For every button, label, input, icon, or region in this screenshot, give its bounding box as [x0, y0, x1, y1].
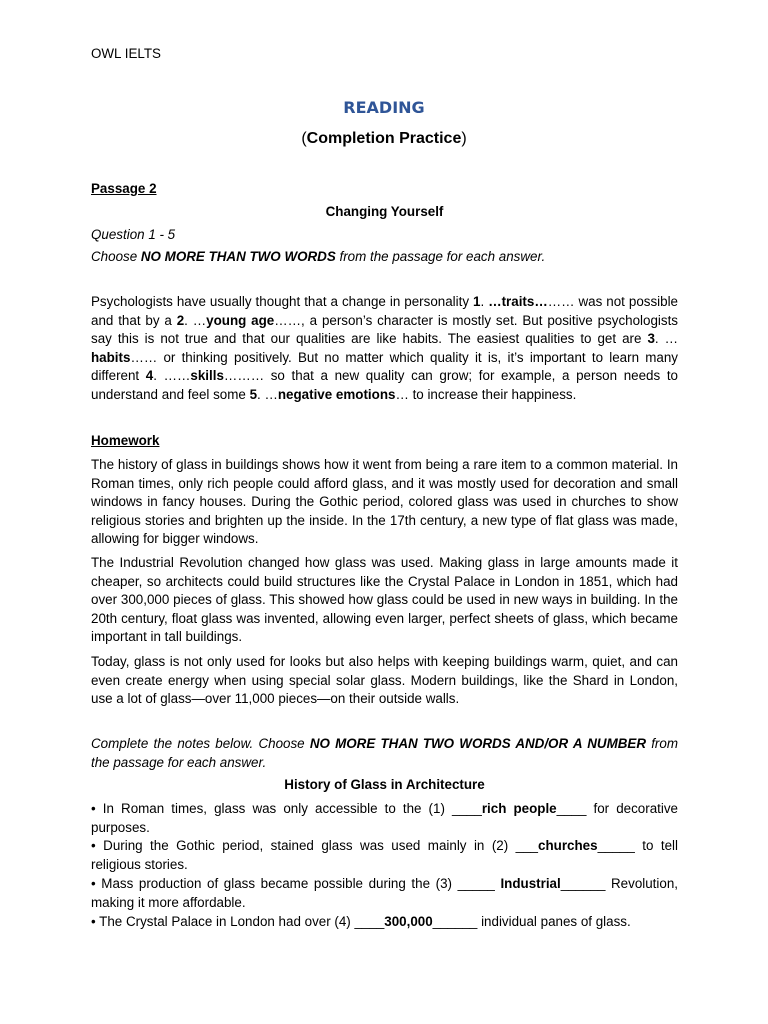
note-bullet-4: [91, 913, 678, 932]
answer-2: young age: [206, 312, 275, 328]
note-4-post: ______ individual panes of glass.: [432, 914, 631, 929]
passage-paragraph: Psychologists have usually thought that a change in personality 1. …traits……… was not possible and that by a 2. …young age……, a person’s character is mostly set. But positive psychologists say this is not true and that our qualities are like habits. The easiest qualities to get are 3. …habits…… or thinking positively. But no matter which quality it is, it’s important to learn many different 4. ……skills……… so that a new quality can grow; for example, a person needs to understand and feel some 5. …negative emotions… to increase their happiness.: [91, 294, 679, 402]
answer-3: habits: [91, 349, 131, 365]
passage-text-6: … to increase their happiness.: [395, 386, 577, 402]
answer-number-3: 3: [647, 331, 655, 347]
passage-heading: [91, 181, 678, 196]
passage-text-5: ……… so that a new quality can grow; for example, a person needs to understand and feel some: [91, 368, 678, 402]
page-title: READING: [343, 98, 425, 117]
note-bullet-1: [91, 800, 678, 837]
notes-title: History of Glass in Architecture: [284, 777, 485, 792]
passage-instruction: [91, 249, 678, 264]
notes-instruction: [91, 735, 678, 772]
note-4-pre: • The Crystal Palace in London had over (4) ____: [91, 914, 385, 929]
answer-1: …traits…: [488, 294, 548, 309]
notes-instruction-pre: Complete the notes below. Choose: [91, 736, 310, 751]
note-1-post: ____ for decorative purposes.: [91, 801, 678, 835]
answer-5: negative emotions: [277, 386, 396, 402]
homework-paragraph-1: The history of glass in buildings shows how it went from being a rare item to a common material. In Roman times, only rich people could afford glass, and it was mostly used for decoration and small windows in fancy houses. During the Gothic period, colored glass was used in churches to show religious stories and brighten up the inside. In the 17th century, a new type of flat glass was made, allowing for bigger windows.: [91, 457, 678, 547]
subtitle-paren-close: ): [461, 130, 467, 147]
notes-instruction-post: from the passage for each answer.: [91, 736, 678, 770]
header-label: OWL IELTS: [91, 46, 161, 61]
notes-instruction-bold: NO MORE THAN TWO WORDS AND/OR A NUMBER: [309, 736, 646, 751]
note-4-answer: 300,000: [384, 914, 433, 929]
passage-text-1: Psychologists have usually thought that a change in personality: [91, 294, 474, 309]
homework-paragraph-3: Today, glass is not only used for looks but also helps with keeping buildings warm, quiet, and can even create energy when using special solar glass. Modern buildings, like the Shard in London, use a lot of glass—over 11,000 pieces—on their outside walls.: [91, 654, 678, 707]
note-1-answer: rich people: [481, 801, 557, 816]
passage-heading-text: Passage 2: [91, 181, 157, 196]
instruction-bold: NO MORE THAN TWO WORDS: [140, 249, 336, 264]
passage-text-3: ……, a person’s character is mostly set. But positive psychologists say this is not true and that our qualities are like habits. The easiest qualities to get are: [91, 312, 678, 347]
question-range: Question 1 - 5: [91, 227, 176, 242]
note-3-post: ______ Revolution, making it more affordable.: [91, 876, 678, 910]
homework-heading: [91, 433, 678, 448]
note-bullet-3: [91, 875, 678, 912]
answer-number-5: 5: [249, 386, 258, 402]
note-1-pre: • In Roman times, glass was only accessible to the (1) ____: [91, 801, 482, 816]
subtitle-text: Completion Practice: [306, 130, 462, 147]
homework-paragraph-2: The Industrial Revolution changed how glass was used. Making glass in large amounts made it cheaper, so architects could build structures like the Crystal Palace in London in 1851, which had over 300,000 pieces of glass. This showed how glass could be used in new ways in building. In the 20th century, float glass was invented, allowing even larger, perfect sheets of glass, which became important in tall buildings.: [91, 555, 678, 645]
answer-number-1: 1: [473, 294, 481, 309]
homework-heading-text: Homework: [91, 433, 160, 448]
note-3-answer: Industrial: [500, 876, 561, 891]
instruction-pre: Choose: [91, 249, 141, 264]
passage-text-4: …… or thinking positively. But no matter which quality it is, it’s important to learn many different: [91, 349, 678, 384]
instruction-post: from the passage for each answer.: [335, 249, 546, 264]
answer-number-2: 2: [176, 312, 185, 328]
note-2-pre: • During the Gothic period, stained glass was used mainly in (2) ___: [91, 838, 539, 853]
note-bullet-2: [91, 837, 678, 874]
passage-text-2: …… was not possible and that by a: [91, 294, 679, 328]
answer-4: skills: [190, 368, 224, 384]
passage-subheading: Changing Yourself: [325, 204, 444, 219]
note-3-pre: • Mass production of glass became possible during the (3) _____: [91, 876, 501, 891]
subtitle-paren-open: (: [301, 130, 307, 147]
page-subtitle: [0, 130, 768, 148]
note-2-answer: churches: [538, 838, 598, 853]
answer-number-4: 4: [145, 368, 154, 384]
note-2-post: _____ to tell religious stories.: [91, 838, 679, 872]
